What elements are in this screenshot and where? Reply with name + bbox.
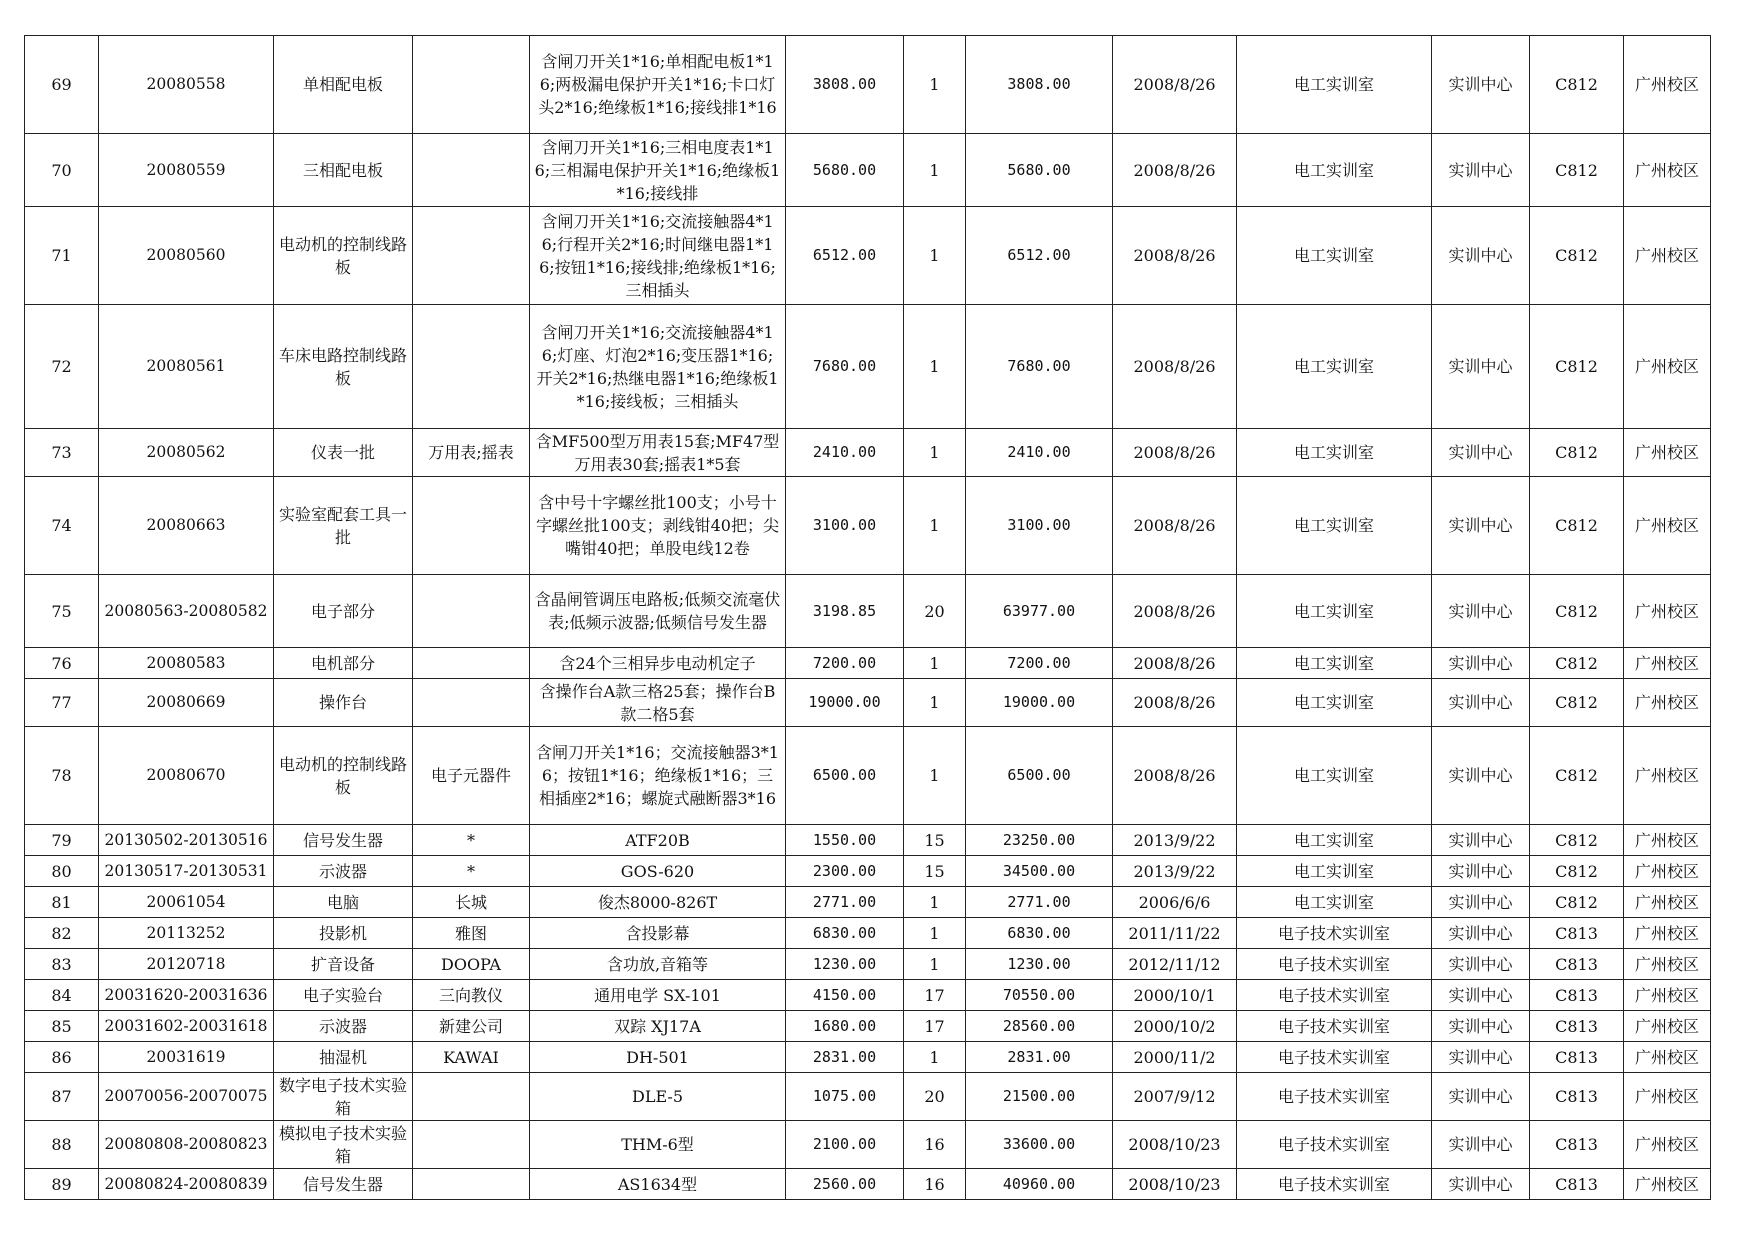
cell-room-number: C813 bbox=[1530, 949, 1624, 980]
cell-room: 电子技术实训室 bbox=[1237, 949, 1432, 980]
cell-quantity: 1 bbox=[904, 887, 966, 918]
table-row bbox=[25, 429, 1711, 477]
cell-item-name: 扩音设备 bbox=[274, 949, 413, 980]
cell-date: 2008/10/23 bbox=[1113, 1121, 1237, 1169]
cell-unit-price: 2560.00 bbox=[786, 1169, 904, 1200]
cell-item-name: 车床电路控制线路板 bbox=[274, 305, 413, 429]
table-row bbox=[25, 648, 1711, 679]
cell-campus: 广州校区 bbox=[1624, 36, 1711, 134]
cell-room-number: C812 bbox=[1530, 648, 1624, 679]
cell-item-name: 电子实验台 bbox=[274, 980, 413, 1011]
cell-asset-id: 20080663 bbox=[99, 477, 274, 575]
cell-brand bbox=[413, 36, 530, 134]
cell-quantity: 15 bbox=[904, 856, 966, 887]
cell-spec: 含MF500型万用表15套;MF47型万用表30套;摇表1*5套 bbox=[530, 429, 786, 477]
cell-spec: 俊杰8000-826T bbox=[530, 887, 786, 918]
cell-campus: 广州校区 bbox=[1624, 1011, 1711, 1042]
cell-campus: 广州校区 bbox=[1624, 679, 1711, 727]
cell-brand: 雅图 bbox=[413, 918, 530, 949]
cell-spec: DH-501 bbox=[530, 1042, 786, 1073]
cell-quantity: 1 bbox=[904, 134, 966, 207]
cell-room-number: C813 bbox=[1530, 918, 1624, 949]
cell-spec: 含闸刀开关1*16;交流接触器4*16;行程开关2*16;时间继电器1*16;按钮1*16;接线排;绝缘板1*16;三相插头 bbox=[530, 207, 786, 305]
cell-campus: 广州校区 bbox=[1624, 648, 1711, 679]
cell-room-number: C812 bbox=[1530, 856, 1624, 887]
cell-campus: 广州校区 bbox=[1624, 1121, 1711, 1169]
cell-item-name: 信号发生器 bbox=[274, 1169, 413, 1200]
cell-department: 实训中心 bbox=[1432, 477, 1530, 575]
cell-quantity: 1 bbox=[904, 648, 966, 679]
cell-unit-price: 3808.00 bbox=[786, 36, 904, 134]
cell-quantity: 20 bbox=[904, 1073, 966, 1121]
cell-total: 7200.00 bbox=[966, 648, 1113, 679]
cell-brand: * bbox=[413, 856, 530, 887]
cell-date: 2000/11/2 bbox=[1113, 1042, 1237, 1073]
cell-room: 电工实训室 bbox=[1237, 36, 1432, 134]
cell-row-number: 82 bbox=[25, 918, 99, 949]
cell-campus: 广州校区 bbox=[1624, 727, 1711, 825]
cell-date: 2008/8/26 bbox=[1113, 207, 1237, 305]
cell-asset-id: 20070056-20070075 bbox=[99, 1073, 274, 1121]
cell-row-number: 76 bbox=[25, 648, 99, 679]
cell-asset-id: 20080669 bbox=[99, 679, 274, 727]
cell-room: 电工实训室 bbox=[1237, 856, 1432, 887]
equipment-inventory-table bbox=[24, 35, 1711, 1200]
cell-campus: 广州校区 bbox=[1624, 856, 1711, 887]
cell-date: 2013/9/22 bbox=[1113, 825, 1237, 856]
cell-item-name: 电子部分 bbox=[274, 575, 413, 648]
cell-quantity: 1 bbox=[904, 949, 966, 980]
cell-room-number: C812 bbox=[1530, 429, 1624, 477]
cell-spec: 含闸刀开关1*16;单相配电板1*16;两极漏电保护开关1*16;卡口灯头2*16;绝缘板1*16;接线排1*16 bbox=[530, 36, 786, 134]
cell-row-number: 78 bbox=[25, 727, 99, 825]
cell-brand: 长城 bbox=[413, 887, 530, 918]
cell-asset-id: 20080561 bbox=[99, 305, 274, 429]
cell-unit-price: 1550.00 bbox=[786, 825, 904, 856]
cell-item-name: 示波器 bbox=[274, 856, 413, 887]
cell-campus: 广州校区 bbox=[1624, 1042, 1711, 1073]
cell-asset-id: 20031619 bbox=[99, 1042, 274, 1073]
cell-item-name: 电动机的控制线路板 bbox=[274, 727, 413, 825]
cell-campus: 广州校区 bbox=[1624, 134, 1711, 207]
cell-department: 实训中心 bbox=[1432, 1011, 1530, 1042]
cell-item-name: 单相配电板 bbox=[274, 36, 413, 134]
cell-total: 7680.00 bbox=[966, 305, 1113, 429]
cell-item-name: 抽湿机 bbox=[274, 1042, 413, 1073]
cell-room: 电工实训室 bbox=[1237, 305, 1432, 429]
cell-unit-price: 1680.00 bbox=[786, 1011, 904, 1042]
cell-spec: 含投影幕 bbox=[530, 918, 786, 949]
cell-spec: GOS-620 bbox=[530, 856, 786, 887]
table-row bbox=[25, 477, 1711, 575]
cell-spec: ATF20B bbox=[530, 825, 786, 856]
cell-item-name: 数字电子技术实验箱 bbox=[274, 1073, 413, 1121]
cell-room-number: C813 bbox=[1530, 1121, 1624, 1169]
cell-row-number: 83 bbox=[25, 949, 99, 980]
cell-room: 电子技术实训室 bbox=[1237, 918, 1432, 949]
cell-brand: 电子元器件 bbox=[413, 727, 530, 825]
cell-campus: 广州校区 bbox=[1624, 429, 1711, 477]
table-row bbox=[25, 1042, 1711, 1073]
cell-brand bbox=[413, 477, 530, 575]
cell-brand bbox=[413, 575, 530, 648]
cell-row-number: 74 bbox=[25, 477, 99, 575]
cell-row-number: 70 bbox=[25, 134, 99, 207]
cell-room: 电工实训室 bbox=[1237, 825, 1432, 856]
table-row bbox=[25, 36, 1711, 134]
cell-asset-id: 20080824-20080839 bbox=[99, 1169, 274, 1200]
cell-room: 电子技术实训室 bbox=[1237, 1073, 1432, 1121]
cell-total: 2771.00 bbox=[966, 887, 1113, 918]
cell-quantity: 1 bbox=[904, 1042, 966, 1073]
cell-brand: DOOPA bbox=[413, 949, 530, 980]
cell-room-number: C812 bbox=[1530, 134, 1624, 207]
table-row bbox=[25, 134, 1711, 207]
table-row bbox=[25, 207, 1711, 305]
cell-row-number: 69 bbox=[25, 36, 99, 134]
cell-room-number: C812 bbox=[1530, 887, 1624, 918]
cell-quantity: 17 bbox=[904, 980, 966, 1011]
cell-spec: THM-6型 bbox=[530, 1121, 786, 1169]
cell-room: 电子技术实训室 bbox=[1237, 1121, 1432, 1169]
cell-quantity: 20 bbox=[904, 575, 966, 648]
cell-spec: 双踪 XJ17A bbox=[530, 1011, 786, 1042]
inventory-rows bbox=[25, 36, 1711, 1200]
cell-quantity: 17 bbox=[904, 1011, 966, 1042]
cell-total: 6512.00 bbox=[966, 207, 1113, 305]
cell-department: 实训中心 bbox=[1432, 305, 1530, 429]
cell-brand: KAWAI bbox=[413, 1042, 530, 1073]
cell-total: 5680.00 bbox=[966, 134, 1113, 207]
cell-room-number: C812 bbox=[1530, 825, 1624, 856]
cell-asset-id: 20031602-20031618 bbox=[99, 1011, 274, 1042]
cell-unit-price: 1230.00 bbox=[786, 949, 904, 980]
cell-item-name: 投影机 bbox=[274, 918, 413, 949]
cell-asset-id: 20080670 bbox=[99, 727, 274, 825]
cell-row-number: 80 bbox=[25, 856, 99, 887]
cell-item-name: 三相配电板 bbox=[274, 134, 413, 207]
cell-quantity: 1 bbox=[904, 477, 966, 575]
cell-row-number: 88 bbox=[25, 1121, 99, 1169]
cell-room-number: C813 bbox=[1530, 1169, 1624, 1200]
cell-spec: 含24个三相异步电动机定子 bbox=[530, 648, 786, 679]
cell-brand bbox=[413, 305, 530, 429]
table-row bbox=[25, 305, 1711, 429]
cell-item-name: 示波器 bbox=[274, 1011, 413, 1042]
cell-unit-price: 6512.00 bbox=[786, 207, 904, 305]
cell-date: 2007/9/12 bbox=[1113, 1073, 1237, 1121]
cell-department: 实训中心 bbox=[1432, 575, 1530, 648]
cell-asset-id: 20080559 bbox=[99, 134, 274, 207]
cell-item-name: 仪表一批 bbox=[274, 429, 413, 477]
cell-row-number: 81 bbox=[25, 887, 99, 918]
cell-spec: DLE-5 bbox=[530, 1073, 786, 1121]
cell-total: 34500.00 bbox=[966, 856, 1113, 887]
cell-date: 2000/10/1 bbox=[1113, 980, 1237, 1011]
cell-spec: 含中号十字螺丝批100支；小号十字螺丝批100支；剥线钳40把；尖嘴钳40把；单股电线12卷 bbox=[530, 477, 786, 575]
cell-brand bbox=[413, 679, 530, 727]
table-row bbox=[25, 980, 1711, 1011]
cell-department: 实训中心 bbox=[1432, 887, 1530, 918]
cell-asset-id: 20130517-20130531 bbox=[99, 856, 274, 887]
cell-asset-id: 20080562 bbox=[99, 429, 274, 477]
cell-item-name: 操作台 bbox=[274, 679, 413, 727]
cell-brand: 万用表;摇表 bbox=[413, 429, 530, 477]
cell-asset-id: 20080808-20080823 bbox=[99, 1121, 274, 1169]
cell-brand bbox=[413, 1121, 530, 1169]
cell-unit-price: 6500.00 bbox=[786, 727, 904, 825]
cell-date: 2008/8/26 bbox=[1113, 429, 1237, 477]
cell-brand bbox=[413, 648, 530, 679]
cell-item-name: 电机部分 bbox=[274, 648, 413, 679]
cell-row-number: 72 bbox=[25, 305, 99, 429]
cell-unit-price: 2771.00 bbox=[786, 887, 904, 918]
cell-campus: 广州校区 bbox=[1624, 1169, 1711, 1200]
cell-date: 2012/11/12 bbox=[1113, 949, 1237, 980]
cell-unit-price: 2100.00 bbox=[786, 1121, 904, 1169]
cell-campus: 广州校区 bbox=[1624, 949, 1711, 980]
cell-room: 电工实训室 bbox=[1237, 429, 1432, 477]
cell-campus: 广州校区 bbox=[1624, 918, 1711, 949]
cell-campus: 广州校区 bbox=[1624, 477, 1711, 575]
cell-campus: 广州校区 bbox=[1624, 887, 1711, 918]
cell-room-number: C812 bbox=[1530, 36, 1624, 134]
cell-quantity: 1 bbox=[904, 36, 966, 134]
table-row bbox=[25, 679, 1711, 727]
cell-item-name: 电动机的控制线路板 bbox=[274, 207, 413, 305]
cell-department: 实训中心 bbox=[1432, 429, 1530, 477]
cell-department: 实训中心 bbox=[1432, 648, 1530, 679]
cell-department: 实训中心 bbox=[1432, 1169, 1530, 1200]
cell-asset-id: 20120718 bbox=[99, 949, 274, 980]
cell-room: 电工实训室 bbox=[1237, 648, 1432, 679]
cell-item-name: 实验室配套工具一批 bbox=[274, 477, 413, 575]
cell-unit-price: 2300.00 bbox=[786, 856, 904, 887]
cell-department: 实训中心 bbox=[1432, 825, 1530, 856]
cell-date: 2008/8/26 bbox=[1113, 477, 1237, 575]
cell-row-number: 86 bbox=[25, 1042, 99, 1073]
cell-room-number: C812 bbox=[1530, 207, 1624, 305]
cell-room-number: C812 bbox=[1530, 679, 1624, 727]
table-row bbox=[25, 1121, 1711, 1169]
cell-room: 电子技术实训室 bbox=[1237, 980, 1432, 1011]
cell-brand: 三向教仪 bbox=[413, 980, 530, 1011]
cell-total: 1230.00 bbox=[966, 949, 1113, 980]
cell-brand: * bbox=[413, 825, 530, 856]
cell-row-number: 77 bbox=[25, 679, 99, 727]
cell-department: 实训中心 bbox=[1432, 134, 1530, 207]
cell-department: 实训中心 bbox=[1432, 1042, 1530, 1073]
cell-date: 2008/8/26 bbox=[1113, 648, 1237, 679]
cell-row-number: 85 bbox=[25, 1011, 99, 1042]
cell-quantity: 1 bbox=[904, 429, 966, 477]
cell-quantity: 1 bbox=[904, 918, 966, 949]
cell-total: 2831.00 bbox=[966, 1042, 1113, 1073]
cell-department: 实训中心 bbox=[1432, 918, 1530, 949]
cell-room: 电子技术实训室 bbox=[1237, 1169, 1432, 1200]
cell-asset-id: 20080560 bbox=[99, 207, 274, 305]
cell-department: 实训中心 bbox=[1432, 980, 1530, 1011]
cell-quantity: 1 bbox=[904, 207, 966, 305]
cell-asset-id: 20061054 bbox=[99, 887, 274, 918]
cell-asset-id: 20080563-20080582 bbox=[99, 575, 274, 648]
cell-total: 28560.00 bbox=[966, 1011, 1113, 1042]
cell-unit-price: 1075.00 bbox=[786, 1073, 904, 1121]
cell-quantity: 1 bbox=[904, 305, 966, 429]
cell-room-number: C813 bbox=[1530, 1042, 1624, 1073]
cell-total: 21500.00 bbox=[966, 1073, 1113, 1121]
cell-campus: 广州校区 bbox=[1624, 575, 1711, 648]
cell-total: 3100.00 bbox=[966, 477, 1113, 575]
cell-item-name: 信号发生器 bbox=[274, 825, 413, 856]
cell-brand bbox=[413, 1073, 530, 1121]
table-row bbox=[25, 575, 1711, 648]
cell-total: 2410.00 bbox=[966, 429, 1113, 477]
cell-spec: 含操作台A款三格25套；操作台B款二格5套 bbox=[530, 679, 786, 727]
cell-campus: 广州校区 bbox=[1624, 305, 1711, 429]
cell-department: 实训中心 bbox=[1432, 1121, 1530, 1169]
cell-brand: 新建公司 bbox=[413, 1011, 530, 1042]
cell-room: 电工实训室 bbox=[1237, 575, 1432, 648]
cell-date: 2013/9/22 bbox=[1113, 856, 1237, 887]
cell-row-number: 71 bbox=[25, 207, 99, 305]
cell-department: 实训中心 bbox=[1432, 1073, 1530, 1121]
cell-room-number: C813 bbox=[1530, 980, 1624, 1011]
cell-asset-id: 20080583 bbox=[99, 648, 274, 679]
cell-row-number: 75 bbox=[25, 575, 99, 648]
cell-unit-price: 6830.00 bbox=[786, 918, 904, 949]
cell-row-number: 73 bbox=[25, 429, 99, 477]
cell-brand bbox=[413, 1169, 530, 1200]
cell-department: 实训中心 bbox=[1432, 727, 1530, 825]
cell-department: 实训中心 bbox=[1432, 949, 1530, 980]
cell-unit-price: 19000.00 bbox=[786, 679, 904, 727]
cell-unit-price: 7680.00 bbox=[786, 305, 904, 429]
cell-asset-id: 20031620-20031636 bbox=[99, 980, 274, 1011]
cell-date: 2008/8/26 bbox=[1113, 36, 1237, 134]
table-row bbox=[25, 918, 1711, 949]
cell-quantity: 15 bbox=[904, 825, 966, 856]
cell-spec: 含闸刀开关1*16;交流接触器4*16;灯座、灯泡2*16;变压器1*16;开关2*16;热继电器1*16;绝缘板1*16;接线板；三相插头 bbox=[530, 305, 786, 429]
cell-room: 电工实训室 bbox=[1237, 727, 1432, 825]
cell-quantity: 16 bbox=[904, 1121, 966, 1169]
cell-date: 2011/11/22 bbox=[1113, 918, 1237, 949]
cell-total: 19000.00 bbox=[966, 679, 1113, 727]
cell-room-number: C812 bbox=[1530, 575, 1624, 648]
cell-spec: AS1634型 bbox=[530, 1169, 786, 1200]
cell-quantity: 16 bbox=[904, 1169, 966, 1200]
cell-item-name: 模拟电子技术实验箱 bbox=[274, 1121, 413, 1169]
table-row bbox=[25, 727, 1711, 825]
cell-total: 40960.00 bbox=[966, 1169, 1113, 1200]
cell-room-number: C812 bbox=[1530, 477, 1624, 575]
cell-date: 2008/10/23 bbox=[1113, 1169, 1237, 1200]
cell-date: 2008/8/26 bbox=[1113, 727, 1237, 825]
cell-department: 实训中心 bbox=[1432, 679, 1530, 727]
cell-date: 2008/8/26 bbox=[1113, 305, 1237, 429]
cell-date: 2008/8/26 bbox=[1113, 134, 1237, 207]
table-row bbox=[25, 856, 1711, 887]
cell-campus: 广州校区 bbox=[1624, 980, 1711, 1011]
cell-total: 63977.00 bbox=[966, 575, 1113, 648]
cell-total: 3808.00 bbox=[966, 36, 1113, 134]
cell-date: 2000/10/2 bbox=[1113, 1011, 1237, 1042]
cell-unit-price: 7200.00 bbox=[786, 648, 904, 679]
cell-asset-id: 20113252 bbox=[99, 918, 274, 949]
cell-total: 6830.00 bbox=[966, 918, 1113, 949]
cell-campus: 广州校区 bbox=[1624, 825, 1711, 856]
cell-quantity: 1 bbox=[904, 679, 966, 727]
cell-item-name: 电脑 bbox=[274, 887, 413, 918]
cell-row-number: 89 bbox=[25, 1169, 99, 1200]
cell-room-number: C813 bbox=[1530, 1073, 1624, 1121]
cell-quantity: 1 bbox=[904, 727, 966, 825]
cell-total: 33600.00 bbox=[966, 1121, 1113, 1169]
cell-room-number: C812 bbox=[1530, 727, 1624, 825]
cell-room: 电子技术实训室 bbox=[1237, 1011, 1432, 1042]
table-row bbox=[25, 1011, 1711, 1042]
cell-spec: 含功放,音箱等 bbox=[530, 949, 786, 980]
cell-unit-price: 3100.00 bbox=[786, 477, 904, 575]
cell-unit-price: 2831.00 bbox=[786, 1042, 904, 1073]
cell-row-number: 79 bbox=[25, 825, 99, 856]
cell-date: 2006/6/6 bbox=[1113, 887, 1237, 918]
cell-unit-price: 3198.85 bbox=[786, 575, 904, 648]
cell-row-number: 84 bbox=[25, 980, 99, 1011]
cell-department: 实训中心 bbox=[1432, 856, 1530, 887]
cell-brand bbox=[413, 134, 530, 207]
table-row bbox=[25, 825, 1711, 856]
cell-spec: 含晶闸管调压电路板;低频交流毫伏表;低频示波器;低频信号发生器 bbox=[530, 575, 786, 648]
cell-room-number: C813 bbox=[1530, 1011, 1624, 1042]
cell-room: 电工实训室 bbox=[1237, 679, 1432, 727]
cell-room: 电工实训室 bbox=[1237, 134, 1432, 207]
cell-asset-id: 20080558 bbox=[99, 36, 274, 134]
cell-department: 实训中心 bbox=[1432, 36, 1530, 134]
cell-date: 2008/8/26 bbox=[1113, 679, 1237, 727]
table-row bbox=[25, 949, 1711, 980]
cell-department: 实训中心 bbox=[1432, 207, 1530, 305]
cell-brand bbox=[413, 207, 530, 305]
cell-row-number: 87 bbox=[25, 1073, 99, 1121]
cell-date: 2008/8/26 bbox=[1113, 575, 1237, 648]
cell-total: 6500.00 bbox=[966, 727, 1113, 825]
table-row bbox=[25, 1169, 1711, 1200]
cell-campus: 广州校区 bbox=[1624, 1073, 1711, 1121]
cell-room-number: C812 bbox=[1530, 305, 1624, 429]
cell-unit-price: 5680.00 bbox=[786, 134, 904, 207]
cell-room: 电工实训室 bbox=[1237, 207, 1432, 305]
cell-spec: 含闸刀开关1*16；交流接触器3*16；按钮1*16；绝缘板1*16；三相插座2*16；螺旋式融断器3*16 bbox=[530, 727, 786, 825]
cell-total: 23250.00 bbox=[966, 825, 1113, 856]
table-row bbox=[25, 1073, 1711, 1121]
cell-unit-price: 4150.00 bbox=[786, 980, 904, 1011]
cell-asset-id: 20130502-20130516 bbox=[99, 825, 274, 856]
cell-room: 电子技术实训室 bbox=[1237, 1042, 1432, 1073]
cell-room: 电工实训室 bbox=[1237, 887, 1432, 918]
cell-spec: 含闸刀开关1*16;三相电度表1*16;三相漏电保护开关1*16;绝缘板1*16;接线排 bbox=[530, 134, 786, 207]
cell-room: 电工实训室 bbox=[1237, 477, 1432, 575]
cell-unit-price: 2410.00 bbox=[786, 429, 904, 477]
table-row bbox=[25, 887, 1711, 918]
cell-total: 70550.00 bbox=[966, 980, 1113, 1011]
cell-campus: 广州校区 bbox=[1624, 207, 1711, 305]
cell-spec: 通用电学 SX-101 bbox=[530, 980, 786, 1011]
